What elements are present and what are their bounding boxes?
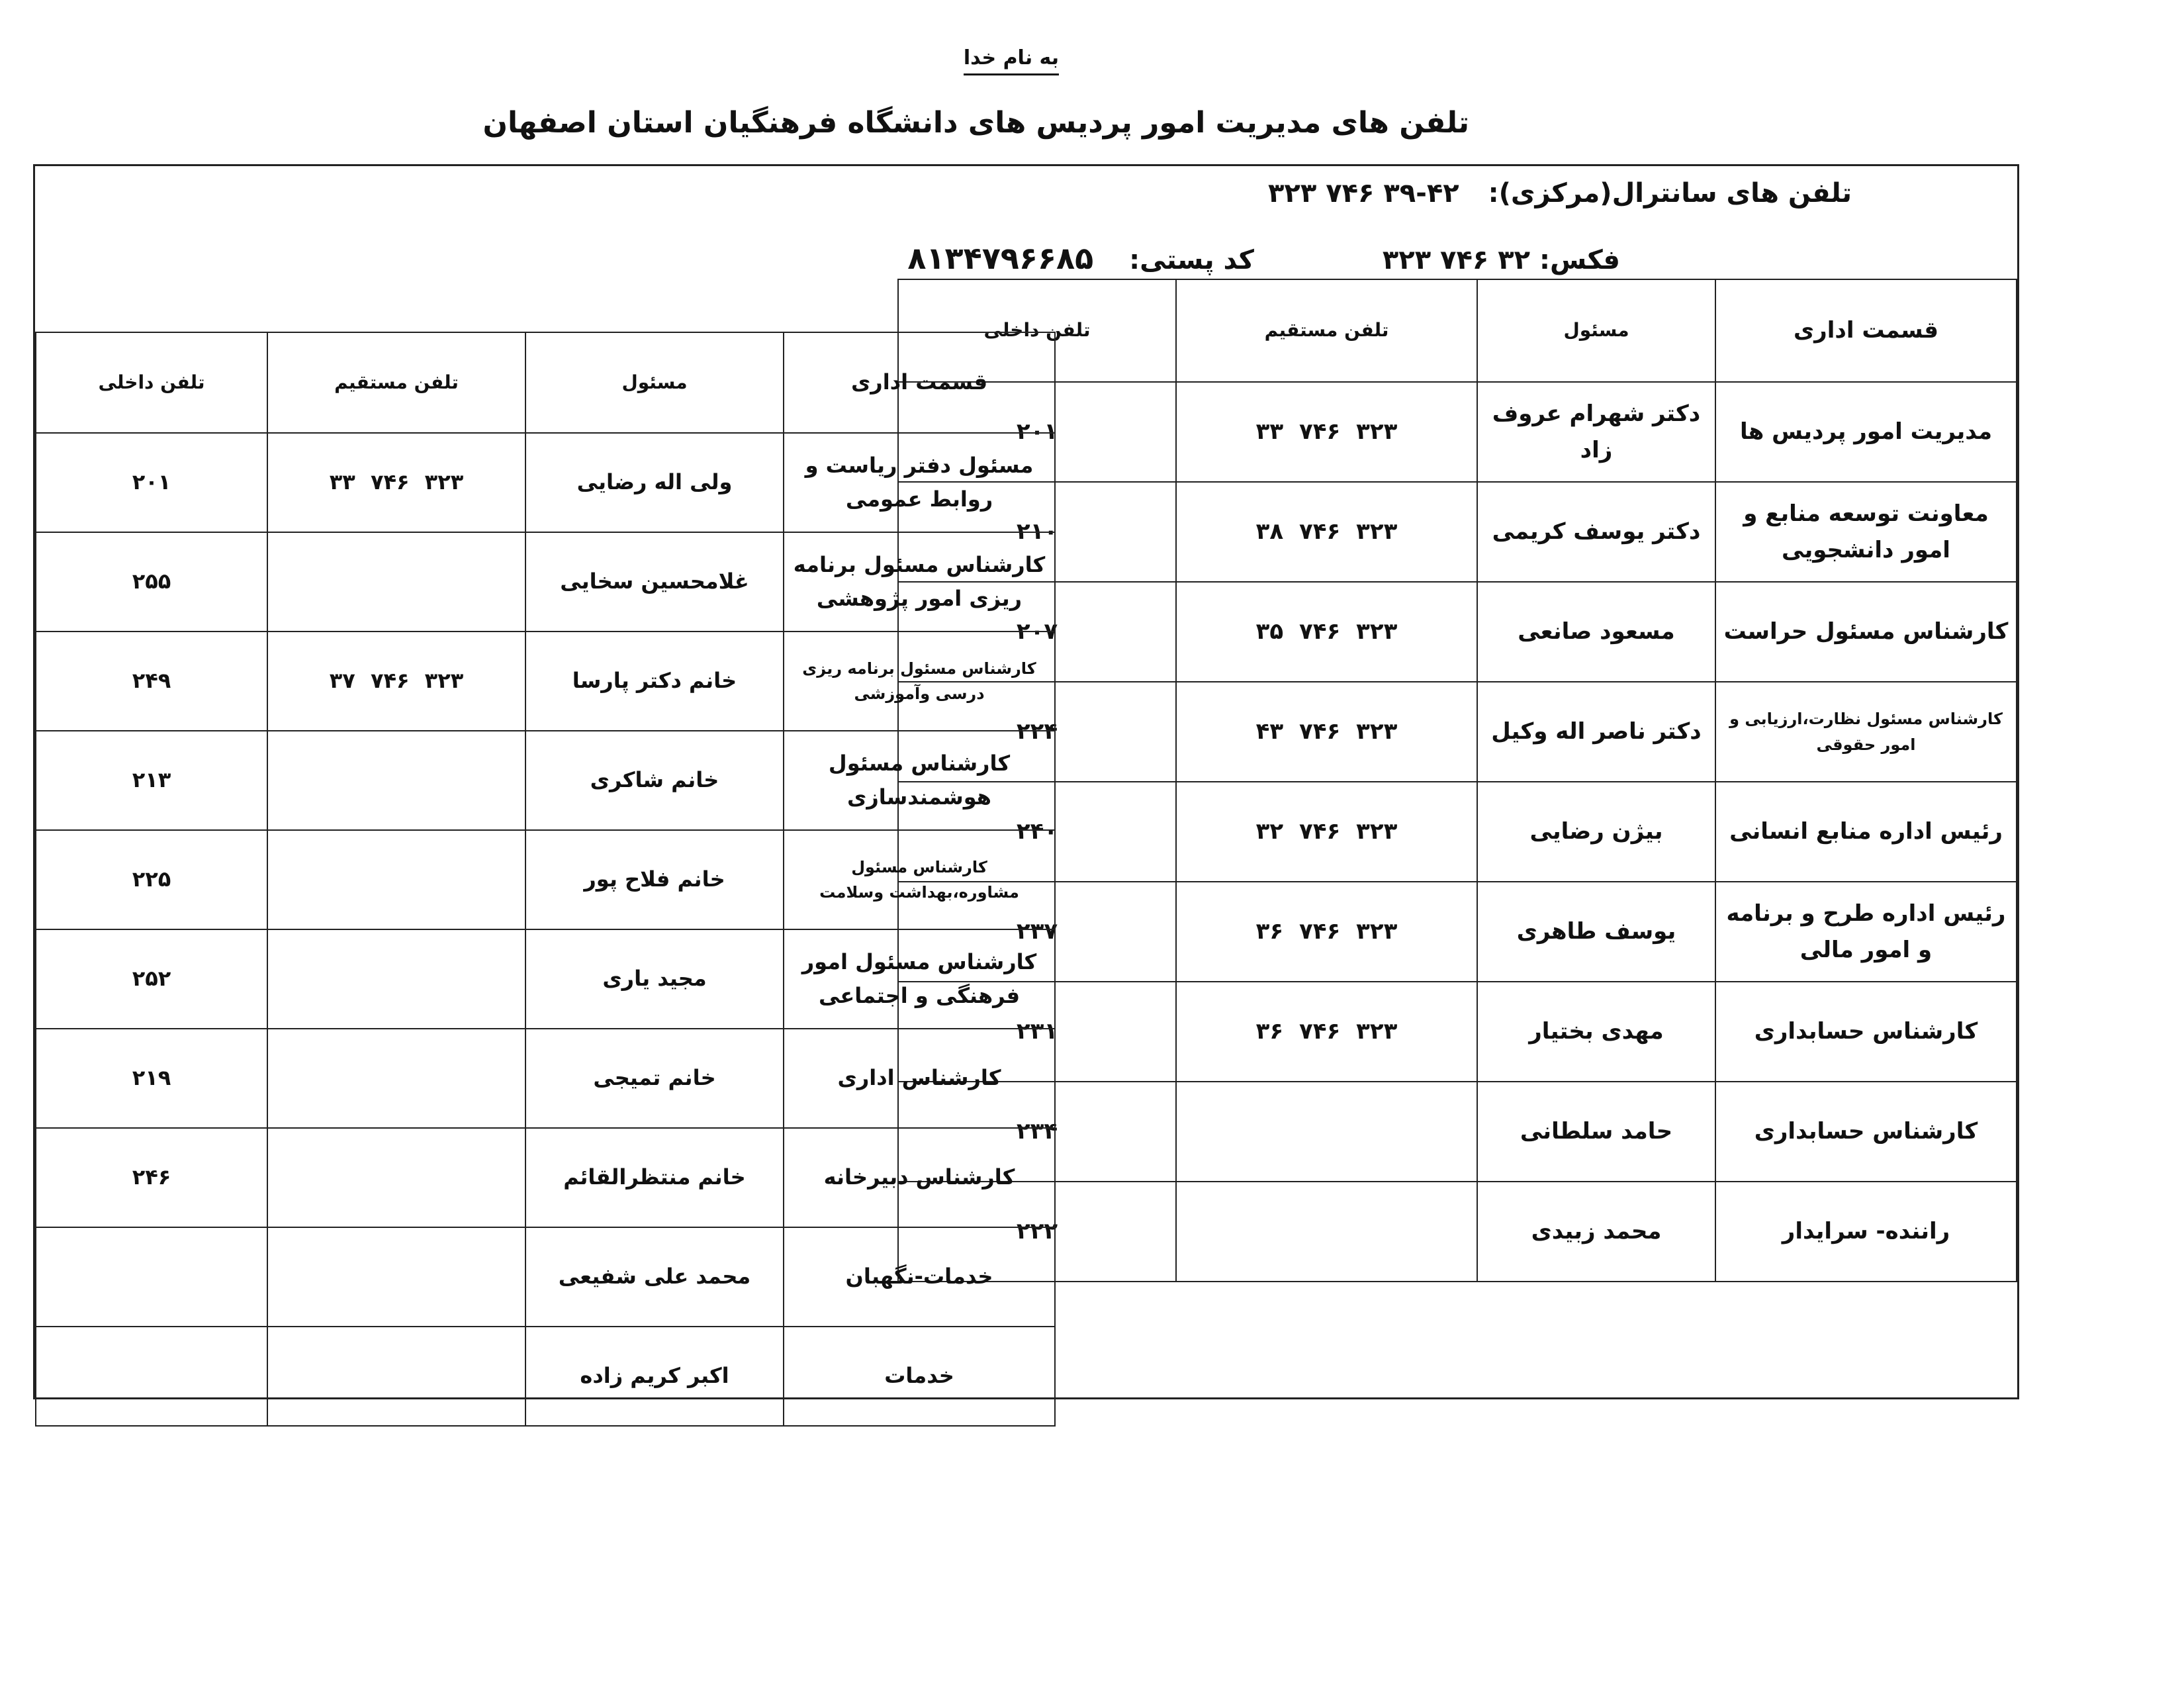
dept-cell: کارشناس مسئول امور فرهنگی و اجتماعی xyxy=(784,929,1055,1029)
table-row xyxy=(898,782,2017,882)
dept-cell: خدمات-نگهبان xyxy=(784,1227,1055,1327)
table-header-row xyxy=(36,332,1055,433)
table-row xyxy=(36,1327,1055,1426)
table-row xyxy=(36,532,1055,632)
dept-cell: مدیریت امور پردیس ها xyxy=(1715,382,2017,482)
extension-cell: ۲۰۱ xyxy=(36,433,267,532)
table-row xyxy=(36,830,1055,929)
dept-cell: کارشناس مسئول حراست xyxy=(1715,582,2017,682)
header-extension: تلفن داخلی xyxy=(898,279,1176,382)
extension-cell: ۲۱۰ xyxy=(898,482,1176,582)
dept-cell: کارشناس مسئول برنامه ریزی درسی وآموزشی xyxy=(784,632,1055,731)
dept-cell: کارشناس مسئول مشاوره،بهداشت وسلامت xyxy=(784,830,1055,929)
direct-phone-cell xyxy=(267,1327,525,1426)
dept-cell: کارشناس مسئول برنامه ریزی امور پژوهشی xyxy=(784,532,1055,632)
table-row xyxy=(898,682,2017,782)
direct-phone-cell xyxy=(267,731,525,830)
table-row xyxy=(36,1029,1055,1128)
header-dept: قسمت اداری xyxy=(784,332,1055,433)
direct-phone-cell: ۳۲۳ ۷۴۶ ۳۳ xyxy=(1176,382,1477,482)
direct-phone-cell: ۳۲۳ ۷۴۶ ۳۷ xyxy=(267,632,525,731)
direct-phone-cell: ۳۲۳ ۷۴۶ ۳۶ xyxy=(1176,982,1477,1082)
person-cell: محمد علی شفیعی xyxy=(525,1227,784,1327)
extension-cell: ۲۰۷ xyxy=(898,582,1176,682)
extension-cell: ۲۳۷ xyxy=(898,882,1176,982)
direct-phone-cell xyxy=(267,1227,525,1327)
person-cell: محمد زبیدی xyxy=(1477,1182,1715,1282)
direct-phone-cell: ۳۲۳ ۷۴۶ ۳۵ xyxy=(1176,582,1477,682)
dept-cell: کارشناس حسابداری xyxy=(1715,1082,2017,1182)
person-cell: دکتر یوسف کریمی xyxy=(1477,482,1715,582)
extension-cell: ۲۱۹ xyxy=(36,1029,267,1128)
person-cell: دکتر ناصر اله وکیل xyxy=(1477,682,1715,782)
header-person: مسئول xyxy=(1477,279,1715,382)
extension-cell: ۲۳۴ xyxy=(898,1082,1176,1182)
person-cell: ولی اله رضایی xyxy=(525,433,784,532)
right-directory-table xyxy=(897,279,2017,1282)
dept-cell: راننده- سرایدار xyxy=(1715,1182,2017,1282)
table-row xyxy=(898,482,2017,582)
table-row xyxy=(36,1227,1055,1327)
person-cell: مهدی بختیار xyxy=(1477,982,1715,1082)
table-row xyxy=(36,433,1055,532)
table-row xyxy=(898,982,2017,1082)
postal-code-value: ۸۱۳۴۷۹۶۶۸۵ xyxy=(907,240,1094,276)
extension-cell: ۲۰۱ xyxy=(898,382,1176,482)
phone-directory-sheet xyxy=(33,164,2019,1399)
extension-cell: ۲۵۲ xyxy=(36,929,267,1029)
header-person: مسئول xyxy=(525,332,784,433)
header-direct-phone: تلفن مستقیم xyxy=(267,332,525,433)
extension-cell: ۲۲۲ xyxy=(898,1182,1176,1282)
postal-code-label: کد پستی: xyxy=(1129,245,1254,275)
person-cell: حامد سلطانی xyxy=(1477,1082,1715,1182)
direct-phone-cell: ۳۲۳ ۷۴۶ ۳۶ xyxy=(1176,882,1477,982)
table-row xyxy=(898,1082,2017,1182)
direct-phone-cell xyxy=(1176,1082,1477,1182)
central-phone-value: ۴۲-۳۹ ۷۴۶ ۳۲۳ xyxy=(1268,178,1459,209)
person-cell: خانم منتظرالقائم xyxy=(525,1128,784,1227)
header-dept: قسمت اداری xyxy=(1715,279,2017,382)
person-cell: بیژن رضایی xyxy=(1477,782,1715,882)
basmala: به نام خدا xyxy=(964,46,1059,75)
table-row xyxy=(36,1128,1055,1227)
person-cell: خانم فلاح پور xyxy=(525,830,784,929)
extension-cell: ۲۴۹ xyxy=(36,632,267,731)
fax-label: فکس: xyxy=(1539,245,1620,275)
document-title: تلفن های مدیریت امور پردیس های دانشگاه فرهنگیان استان اصفهان xyxy=(482,106,1469,140)
table-row xyxy=(36,929,1055,1029)
person-cell: غلامحسین سخایی xyxy=(525,532,784,632)
direct-phone-cell xyxy=(267,1029,525,1128)
table-header-row xyxy=(898,279,2017,382)
central-phone-line xyxy=(1268,178,1852,209)
direct-phone-cell xyxy=(267,830,525,929)
central-phone-label: تلفن های سانترال(مرکزی): xyxy=(1488,178,1852,209)
left-directory-table xyxy=(35,332,1056,1427)
person-cell: خانم دکتر پارسا xyxy=(525,632,784,731)
dept-cell: کارشناس مسئول هوشمندسازی xyxy=(784,731,1055,830)
fax-postal-line xyxy=(907,240,1620,276)
extension-cell: ۲۳۱ xyxy=(898,982,1176,1082)
extension-cell: ۲۴۶ xyxy=(36,1128,267,1227)
dept-cell: خدمات xyxy=(784,1327,1055,1426)
person-cell: خانم تمیجی xyxy=(525,1029,784,1128)
table-row xyxy=(36,632,1055,731)
direct-phone-cell: ۳۲۳ ۷۴۶ ۳۲ xyxy=(1176,782,1477,882)
extension-cell xyxy=(36,1227,267,1327)
direct-phone-cell xyxy=(267,1128,525,1227)
person-cell: خانم شاکری xyxy=(525,731,784,830)
table-row xyxy=(898,382,2017,482)
dept-cell: کارشناس مسئول نظارت،ارزیابی و امور حقوقی xyxy=(1715,682,2017,782)
header-extension: تلفن داخلی xyxy=(36,332,267,433)
person-cell: مجید یاری xyxy=(525,929,784,1029)
extension-cell: ۲۱۳ xyxy=(36,731,267,830)
direct-phone-cell xyxy=(267,929,525,1029)
extension-cell: ۲۲۵ xyxy=(36,830,267,929)
person-cell: اکبر کریم زاده xyxy=(525,1327,784,1426)
table-row xyxy=(898,882,2017,982)
table-row xyxy=(898,1182,2017,1282)
dept-cell: رئیس اداره طرح و برنامه و امور مالی xyxy=(1715,882,2017,982)
direct-phone-cell: ۳۲۳ ۷۴۶ ۳۳ xyxy=(267,433,525,532)
dept-cell: کارشناس حسابداری xyxy=(1715,982,2017,1082)
dept-cell: معاونت توسعه منابع و امور دانشجویی xyxy=(1715,482,2017,582)
header-direct-phone: تلفن مستقیم xyxy=(1176,279,1477,382)
dept-cell: مسئول دفتر ریاست و روابط عمومی xyxy=(784,433,1055,532)
direct-phone-cell xyxy=(267,532,525,632)
extension-cell: ۲۵۵ xyxy=(36,532,267,632)
dept-cell: رئیس اداره منابع انسانی xyxy=(1715,782,2017,882)
extension-cell: ۲۴۰ xyxy=(898,782,1176,882)
direct-phone-cell: ۳۲۳ ۷۴۶ ۳۸ xyxy=(1176,482,1477,582)
direct-phone-cell: ۳۲۳ ۷۴۶ ۴۳ xyxy=(1176,682,1477,782)
table-row xyxy=(898,582,2017,682)
person-cell: دکتر شهرام عروف زاد xyxy=(1477,382,1715,482)
dept-cell: کارشناس اداری xyxy=(784,1029,1055,1128)
table-row xyxy=(36,731,1055,830)
fax-value: ۳۲ ۷۴۶ ۳۲۳ xyxy=(1382,245,1531,275)
dept-cell: کارشناس دبیرخانه xyxy=(784,1128,1055,1227)
extension-cell xyxy=(36,1327,267,1426)
person-cell: مسعود صانعی xyxy=(1477,582,1715,682)
extension-cell: ۲۲۴ xyxy=(898,682,1176,782)
direct-phone-cell xyxy=(1176,1182,1477,1282)
person-cell: یوسف طاهری xyxy=(1477,882,1715,982)
